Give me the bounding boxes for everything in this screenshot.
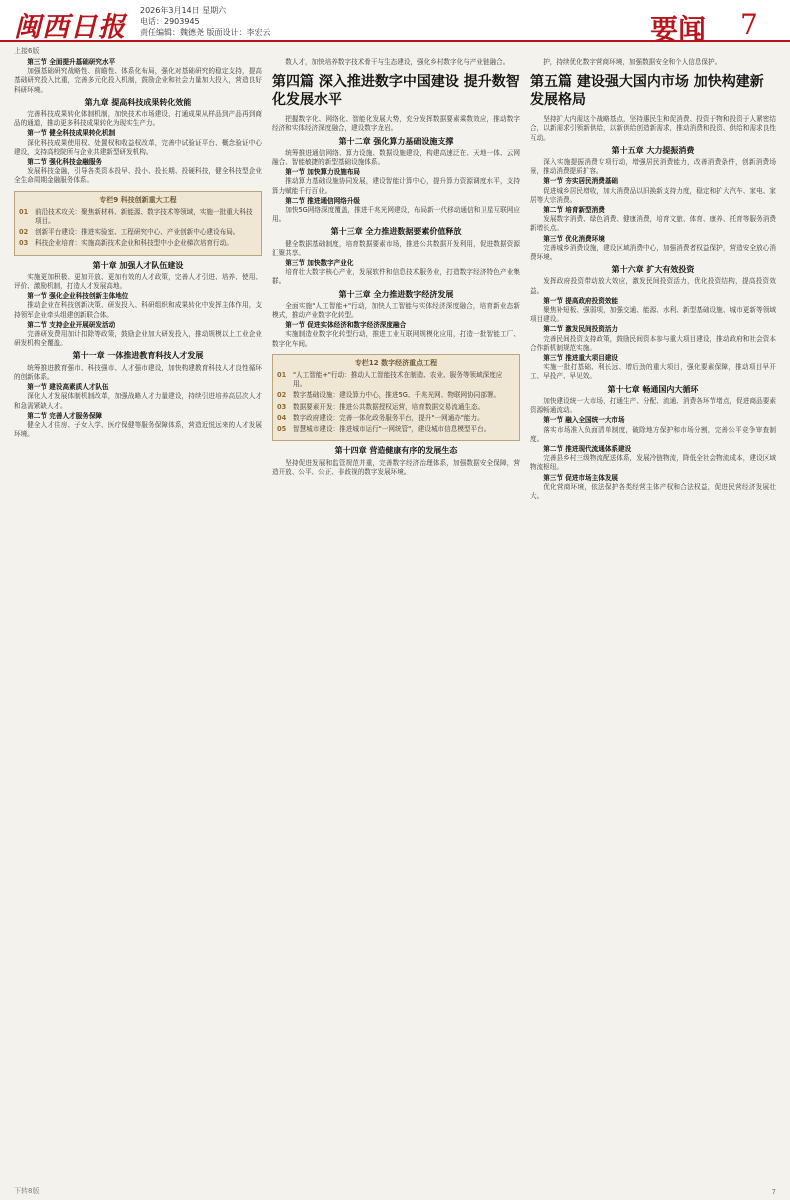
box-item-text: 数据要素开发：推进公共数据授权运营，培育数据交易流通生态。 bbox=[293, 402, 485, 411]
box-item-number: 01 bbox=[19, 207, 29, 216]
paragraph: 深化人才发展体制机制改革，加强战略人才力量建设，持续引进培养高层次人才和急需紧缺人才。 bbox=[14, 392, 262, 410]
paragraph: 实施制造业数字化转型行动，推进工业互联网规模化应用，打造一批智能工厂、数字化车间。 bbox=[272, 330, 520, 348]
subsection-title: 第二节 完善人才服务保障 bbox=[27, 411, 103, 420]
section-title: 要闻 bbox=[650, 13, 707, 46]
subsection-title: 第二节 培育新型消费 bbox=[543, 206, 605, 215]
paragraph: 发挥政府投资带动放大效应，激发民间投资活力，优化投资结构，提高投资效益。 bbox=[530, 277, 776, 295]
paragraph: 推动企业在科技创新决策、研发投入、科研组织和成果转化中发挥主体作用，支持领军企业牵头组建创新联合体。 bbox=[14, 301, 262, 319]
subsection-title: 第一节 强化企业科技创新主体地位 bbox=[27, 292, 129, 301]
paragraph: 全面实施"人工智能+"行动，加快人工智能与实体经济深度融合，培育新业态新模式，推动产业数字化转型。 bbox=[272, 301, 520, 320]
chapter-title: 第十五章 大力提振消费 bbox=[611, 145, 695, 155]
subsection-title: 第二节 推进现代流通体系建设 bbox=[543, 444, 632, 453]
paragraph: 完善科技成果转化体制机制，加快技术市场建设，打通成果从样品到产品再到商品的通道，推动更多科技成果转化为现实生产力。 bbox=[14, 110, 262, 128]
box-item bbox=[277, 391, 515, 400]
box-item-number: 03 bbox=[277, 402, 287, 411]
box-item-text: 数字政府建设：完善一体化政务服务平台，提升"一网通办"能力。 bbox=[293, 413, 484, 422]
box-title: 专栏12 数字经济重点工程 bbox=[354, 358, 438, 367]
editors: 责任编辑：魏德尧 版面设计：李宏云 bbox=[140, 28, 271, 37]
box-item bbox=[277, 371, 515, 389]
paragraph: 完善县乡村三级物流配送体系，发展冷链物流，降低全社会物流成本，建设区域物流枢纽。 bbox=[530, 454, 776, 472]
paragraph: 优化营商环境，依法保护各类经营主体产权和合法权益，促进民营经济发展壮大。 bbox=[530, 482, 776, 500]
box-item-text: 前沿技术攻关：聚焦新材料、新能源、数字技术等领域，实施一批重大科技项目。 bbox=[35, 207, 253, 226]
paragraph: 加强基础研究战略性、前瞻性、体系化布局，强化对基础研究的稳定支持，提高基础研究投入比重，完善多元化投入机制，鼓励企业和社会力量加大投入，营造良好科研环境。 bbox=[14, 67, 262, 94]
box-item bbox=[277, 425, 515, 434]
box-item-text: "人工智能+"行动：推动人工智能技术在制造、农业、服务等领域深度应用。 bbox=[293, 371, 503, 389]
box-item-number: 01 bbox=[277, 371, 287, 380]
page-header bbox=[0, 0, 790, 46]
subsection-title: 第一节 建设高素质人才队伍 bbox=[27, 383, 109, 392]
newspaper-logo: 闽西日报 bbox=[14, 12, 126, 43]
box-title: 专栏9 科技创新重大工程 bbox=[99, 195, 177, 204]
subsection-title: 第一节 促进实体经济和数字经济深度融合 bbox=[285, 321, 407, 330]
box-item bbox=[277, 414, 515, 423]
box-item bbox=[277, 403, 515, 412]
chapter-title: 第十三章 全力推进数字经济发展 bbox=[338, 289, 454, 299]
box-item bbox=[19, 239, 257, 248]
chapter-title: 第十四章 营造健康有序的发展生态 bbox=[334, 446, 458, 456]
box-item-number: 02 bbox=[19, 228, 29, 237]
column-3 bbox=[530, 58, 776, 1178]
paragraph: 培育壮大数字核心产业，发展软件和信息技术服务业，打造数字经济特色产业集群。 bbox=[272, 268, 520, 286]
paragraph: 完善民间投资支持政策，鼓励民间资本参与重大项目建设，推动政府和社会资本合作新机制规范实施。 bbox=[530, 334, 776, 352]
paragraph: 坚持促进发展和监管规范并重，完善数字经济治理体系，加强数据安全保障，营造开放、公平、公正、非歧视的数字发展环境。 bbox=[272, 458, 520, 476]
part-title: 第四篇 深入推进数字中国建设 提升数智化发展水平 bbox=[272, 74, 520, 109]
chapter-title: 第九章 提高科技成果转化效能 bbox=[84, 97, 192, 107]
paragraph: 深化科技成果使用权、处置权和收益权改革，完善中试验证平台、概念验证中心建设，支持高校院所与企业共建新型研发机构。 bbox=[14, 138, 262, 156]
chapter-title: 第十章 加强人才队伍建设 bbox=[92, 260, 184, 270]
paragraph: 统筹推进通信网络、算力设施、数据设施建设，构建高速泛在、天地一体、云网融合、智能敏捷的新型基础设施体系。 bbox=[272, 148, 520, 167]
paragraph: 健全数据基础制度，培育数据要素市场，推进公共数据开发利用，促进数据资源汇聚共享。 bbox=[272, 239, 520, 257]
subsection-title: 第二节 推进通信网络升级 bbox=[285, 196, 361, 205]
box-item-text: 创新平台建设：推进实验室、工程研究中心、产业创新中心建设布局。 bbox=[35, 228, 240, 237]
subsection-title: 第二节 支持企业开展研发活动 bbox=[27, 320, 116, 329]
subsection-title: 第三节 加快数字产业化 bbox=[285, 259, 354, 268]
paragraph: 实施一批打基础、利长远、增后劲的重大项目，强化要素保障，推动项目早开工、早投产、早见效。 bbox=[530, 363, 776, 381]
paragraph: 统筹推进教育强市、科技强市、人才强市建设，加快构建教育科技人才良性循环的创新体系。 bbox=[14, 363, 262, 381]
paragraph: 促进城乡居民增收，加大消费品以旧换新支持力度，稳定和扩大汽车、家电、家居等大宗消费。 bbox=[530, 186, 776, 204]
paragraph: 完善城乡消费设施，建设区域消费中心，加强消费者权益保护，营造安全放心消费环境。 bbox=[530, 243, 776, 262]
subsection-title: 第一节 提高政府投资效能 bbox=[543, 296, 619, 305]
page-number: 7 bbox=[740, 8, 758, 41]
issue-date: 2026年3月14日 星期六 bbox=[140, 6, 227, 15]
paragraph: 加快5G网络深度覆盖，推进千兆光网建设，布局新一代移动通信和卫星互联网应用。 bbox=[272, 206, 520, 224]
footer-page-number: 7 bbox=[771, 1188, 776, 1196]
box-item bbox=[19, 228, 257, 237]
paragraph: 健全人才住房、子女入学、医疗保健等服务保障体系，营造近悦远来的人才发展环境。 bbox=[14, 420, 262, 439]
paragraph: 完善研发费用加计扣除等政策，鼓励企业加大研发投入，推动规模以上工业企业研发机构全覆盖。 bbox=[14, 330, 262, 348]
box-item-text: 智慧城市建设：推进城市运行"一网统管"，建设城市信息模型平台。 bbox=[293, 425, 491, 434]
subsection-title: 第二节 激发民间投资活力 bbox=[543, 325, 619, 334]
paragraph: 落实市场准入负面清单制度，破除地方保护和市场分割，完善公平竞争审查制度。 bbox=[530, 425, 776, 443]
paragraph: 发展科技金融，引导各类资本投早、投小、投长期、投硬科技，健全科技型企业全生命周期金融服务体系。 bbox=[14, 167, 262, 185]
paragraph: 坚持扩大内需这个战略基点，坚持惠民生和促消费、投资于物和投资于人紧密结合，以新需求引领新供给，以新供给创造新需求，推动消费和投资、供给和需求良性互动。 bbox=[530, 115, 776, 142]
chapter-title: 第十二章 强化算力基础设施支撑 bbox=[338, 136, 454, 146]
paragraph: 数人才，加快培养数字技术骨干与生态建设，强化乡村数字化与产业链融合。 bbox=[285, 58, 510, 66]
paragraph: 发展数字消费、绿色消费、健康消费，培育文旅、体育、康养、托育等服务消费新增长点。 bbox=[530, 215, 776, 233]
paragraph: 加快建设统一大市场，打通生产、分配、流通、消费各环节堵点，促进商品要素资源畅通流动。 bbox=[530, 396, 776, 415]
paragraph: 推动算力基础设施协同发展，建设智能计算中心，提升算力资源调度水平，支持算力赋能千行百业。 bbox=[272, 177, 520, 195]
subsection-title: 第一节 加快算力设施布局 bbox=[285, 168, 361, 177]
box-item-number: 04 bbox=[277, 413, 287, 422]
subsection-title: 第一节 融入全国统一大市场 bbox=[543, 416, 625, 425]
box-item-number: 03 bbox=[19, 239, 29, 248]
box-item bbox=[19, 208, 257, 226]
chapter-title: 第十一章 一体推进教育科技人才发展 bbox=[72, 351, 204, 361]
subsection-title: 第一节 夯实居民消费基础 bbox=[543, 177, 619, 186]
subsection-title: 第二节 强化科技金融服务 bbox=[27, 158, 103, 167]
paragraph: 把握数字化、网络化、智能化发展大势，充分发挥数据要素乘数效应，推动数字经济和实体经济深度融合，建设数字龙岩。 bbox=[272, 115, 520, 133]
part-title: 第五篇 建设强大国内市场 加快构建新发展格局 bbox=[530, 74, 764, 109]
chapter-title: 第十三章 全力推进数据要素价值释放 bbox=[330, 227, 462, 237]
box-item-number: 05 bbox=[277, 425, 287, 434]
header-info bbox=[140, 5, 271, 38]
box-item-text: 科技企业培育：实施高新技术企业和科技型中小企业梯次培育行动。 bbox=[35, 239, 233, 248]
subsection-title: 第三节 促进市场主体发展 bbox=[543, 473, 619, 482]
subsection-title: 第三节 推进重大项目建设 bbox=[543, 354, 619, 363]
subsection-title: 第三节 优化消费环境 bbox=[543, 234, 605, 243]
sidebar-box bbox=[14, 191, 262, 256]
chapter-title: 第十六章 扩大有效投资 bbox=[611, 265, 695, 275]
box-item-text: 数字基础设施：建设算力中心，推进5G、千兆光网、物联网协同部署。 bbox=[293, 391, 501, 400]
chapter-title: 第十七章 畅通国内大循环 bbox=[607, 384, 699, 394]
box-item-number: 02 bbox=[277, 391, 287, 400]
sidebar-box bbox=[272, 354, 520, 441]
subsection-title: 第三节 全面提升基础研究水平 bbox=[27, 58, 116, 66]
continued-to: 下转8版 bbox=[14, 1187, 40, 1195]
column-2 bbox=[272, 58, 520, 1178]
paragraph: 护，持续优化数字营商环境，加强数据安全和个人信息保护。 bbox=[543, 58, 722, 66]
paragraph: 聚焦补短板、强弱项，加强交通、能源、水利、新型基础设施、城市更新等领域项目建设。 bbox=[530, 306, 776, 324]
paragraph: 实施更加积极、更加开放、更加有效的人才政策，完善人才引进、培养、使用、评价、激励机制，打造人才发展高地。 bbox=[14, 272, 262, 291]
subsection-title: 第一节 健全科技成果转化机制 bbox=[27, 129, 116, 138]
phone: 电话：2903945 bbox=[140, 17, 200, 26]
paragraph: 深入实施提振消费专项行动，增强居民消费能力，改善消费条件，创新消费场景，推动消费提质扩容。 bbox=[530, 158, 776, 176]
column-1 bbox=[14, 58, 262, 1178]
continued-from: 上接6版 bbox=[14, 47, 40, 55]
